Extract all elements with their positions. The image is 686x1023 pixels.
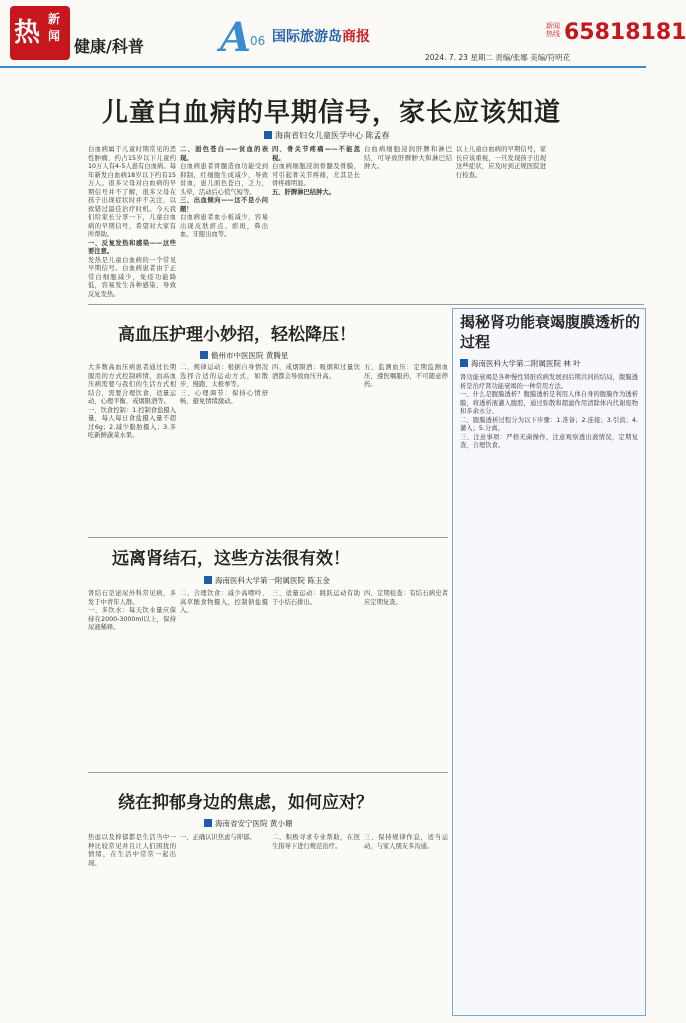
main-para-4: 二、面色苍白——贫血的表现。 — [180, 146, 268, 162]
byline-marker-icon — [204, 819, 212, 827]
section-logo — [10, 6, 70, 60]
bp-col-4 — [364, 364, 448, 534]
anxiety-col-3 — [272, 834, 360, 1014]
anxiety-col-2 — [180, 834, 268, 1014]
kidney-para-3: 二、合理饮食：减少高嘌呤、高草酸食物摄入，控制钠盐摄入。 — [180, 590, 268, 614]
sidebar-body — [460, 374, 638, 1008]
divider-2 — [88, 537, 448, 538]
bp-para-1: 大多数高血压病患者通过长期服用的方式控制病情，而高血压病需要与我们的生活方式相结合，需要合理饮食、适量运动、心理平衡、戒烟限酒等。 — [88, 364, 176, 405]
kidney-para-2: 一、多饮水：每天饮水量应保持在2000-3000ml以上，保持尿液稀释。 — [88, 607, 176, 631]
byline-marker-icon — [204, 576, 212, 584]
logo-sub: 新闻 — [48, 12, 61, 43]
byline-marker-icon — [264, 131, 272, 139]
divider-3 — [88, 772, 448, 773]
anxiety-col-1 — [88, 834, 176, 1014]
page-number: 06 — [250, 34, 266, 48]
sidebar-para-4: 三、注意事项：严格无菌操作，注意观察透出液情况，定期复查，合理饮食。 — [460, 433, 638, 449]
sidebar-byline-text: 海南医科大学第二附属医院 林 叶 — [471, 359, 581, 368]
header-rule — [0, 66, 646, 68]
paper-name-prefix: 国际旅游岛 — [272, 29, 342, 45]
kidney-col-1 — [88, 590, 176, 768]
anxiety-para-2: 一、正确认识焦虑与抑郁。 — [180, 834, 256, 841]
main-para-9: 白血病细胞浸润骨髓及骨膜，可引起骨关节疼痛，尤其是长骨疼痛明显。 — [272, 163, 360, 187]
byline-marker-icon — [200, 351, 208, 359]
bp-headline: 高血压护理小妙招，轻松降压！ — [118, 325, 356, 345]
paper-name-suffix: 商报 — [342, 29, 370, 45]
main-col-3 — [272, 146, 360, 300]
kidney-byline — [204, 575, 330, 586]
divider-1 — [88, 304, 644, 305]
kidney-col-2 — [180, 590, 268, 768]
sidebar-headline: 揭秘肾功能衰竭腹膜透析的过程 — [460, 313, 641, 351]
main-para-5: 白血病患者骨髓造血功能受到抑制，红细胞生成减少，导致贫血，患儿面色苍白，乏力，头晕，活动后心慌气短等。 — [180, 163, 268, 196]
bp-para-5: 四、戒烟限酒：吸烟和过量饮酒都会导致血压升高。 — [272, 364, 360, 380]
main-byline — [264, 130, 390, 141]
hotline-label: 新闻热线 — [546, 22, 560, 38]
kidney-para-1: 肾结石是泌尿外科常见病，多发于中青年人群。 — [88, 590, 176, 606]
main-col-2 — [180, 146, 268, 300]
bp-para-2: 一、饮食控制：1.控制食盐摄入量，每人每日食盐摄入量不超过6g；2.减少脂肪摄入；3.多吃新鲜蔬菜水果。 — [88, 406, 176, 439]
kidney-col-4 — [364, 590, 448, 768]
kidney-para-4: 三、适量运动：跳跃运动有助于小结石排出。 — [272, 590, 360, 606]
main-col-5 — [456, 146, 546, 300]
main-headline: 儿童白血病的早期信号，家长应该知道 — [102, 98, 562, 128]
logo-text: 热 — [14, 18, 41, 48]
bp-byline — [200, 350, 288, 361]
main-para-10: 五、肝脾淋巴结肿大。 — [272, 188, 335, 196]
main-para-11: 白血病细胞浸润肝脾和淋巴结，可导致肝脾肿大和淋巴结肿大。 — [364, 146, 452, 170]
anxiety-col-4 — [364, 834, 448, 1014]
main-para-7: 白血病患者血小板减少，容易出现皮肤瘀点、瘀斑，鼻出血，牙龈出血等。 — [180, 214, 268, 238]
section-name: 健康/科普 — [74, 37, 144, 56]
bp-byline-text: 儋州市中医医院 黄腾星 — [211, 351, 289, 360]
bp-col-2 — [180, 364, 268, 534]
page-letter: A — [220, 14, 252, 61]
byline-marker-icon — [460, 359, 468, 367]
sidebar-para-1: 肾功能衰竭是各种慢性肾脏疾病发展到后期共同的结局，腹膜透析是治疗肾功能衰竭的一种常用方法。 — [460, 374, 638, 390]
anxiety-para-1: 焦虑以及抑郁都是生活当中一种比较常见并且让人们困扰的情绪，在生活中常常一起出现。 — [88, 834, 176, 867]
main-para-6: 三、出血倾向——这不是小问题！ — [180, 197, 268, 213]
kidney-byline-text: 海南医科大学第一附属医院 陈玉金 — [215, 576, 330, 585]
sidebar-byline — [460, 358, 581, 369]
bp-col-3 — [272, 364, 360, 534]
anxiety-byline — [204, 818, 292, 829]
bp-para-4: 三、心理调节：保持心情舒畅，避免情绪激动。 — [180, 389, 268, 405]
anxiety-headline: 绕在抑郁身边的焦虑，如何应对？ — [118, 793, 373, 813]
bp-para-6: 五、监测血压：定期监测血压，遵医嘱服药，不可随意停药。 — [364, 364, 448, 388]
anxiety-byline-text: 海南省安宁医院 黄小珊 — [215, 819, 293, 828]
hotline-number: 65818181 — [564, 20, 686, 45]
main-para-1: 白血病属于儿童时期常见的恶性肿瘤，约占15岁以下儿童约10万人有4-5人患有白血病。每年新发白血病18岁以下约有15万人。很多父母对白血病的早期信号并不了解，很多父母在孩子出现症状时并不关注，以致错过最佳治疗时机。今天我们给家长分享一下，儿童白血病的早期信号，希望对大家有所帮助。 — [88, 146, 176, 238]
main-para-2: 一、反复发热和感染——这些要注意。 — [88, 239, 176, 255]
anxiety-para-3: 二、积极寻求专业帮助，在医生指导下进行规范治疗。 — [272, 834, 360, 850]
issue-info: 2024. 7. 23 星期二 责编/张娜 美编/符明花 — [425, 53, 571, 62]
masthead — [0, 0, 686, 66]
main-para-12: 以上儿童白血病的早期信号，家长应该重视，一旦发现孩子出现这些症状，应及时到正规医院进行检查。 — [456, 146, 546, 179]
sidebar-para-2: 一、什么是腹膜透析？腹膜透析是利用人体自身的腹膜作为透析膜，将透析液灌入腹腔，通过弥散和超滤作用清除体内代谢废物和多余水分。 — [460, 391, 638, 415]
kidney-col-3 — [272, 590, 360, 768]
kidney-para-5: 四、定期检查：有结石病史者应定期复查。 — [364, 590, 448, 606]
anxiety-para-4: 三、保持规律作息，适当运动，与家人朋友多沟通。 — [364, 834, 448, 850]
main-para-3: 发热是儿童白血病的一个常见早期信号。白血病患者由于正常白细胞减少，免疫功能降低，容易发生各种感染，导致反复发热。 — [88, 256, 176, 298]
main-col-1 — [88, 146, 176, 300]
main-byline-text: 海南省妇女儿童医学中心 陈孟春 — [275, 131, 390, 140]
bp-para-3: 二、规律运动：根据自身情况选择合适的运动方式，如散步、慢跑、太极拳等。 — [180, 364, 268, 388]
main-para-8: 四、骨关节疼痛——不能忽视。 — [272, 146, 360, 162]
sidebar-para-3: 二、腹膜透析过程分为以下步骤：1.准备；2.连接；3.引流；4.灌入；5.分离。 — [460, 416, 638, 432]
kidney-headline: 远离肾结石，这些方法很有效！ — [112, 549, 350, 569]
bp-col-1 — [88, 364, 176, 534]
main-col-4 — [364, 146, 452, 300]
paper-name — [272, 26, 370, 46]
